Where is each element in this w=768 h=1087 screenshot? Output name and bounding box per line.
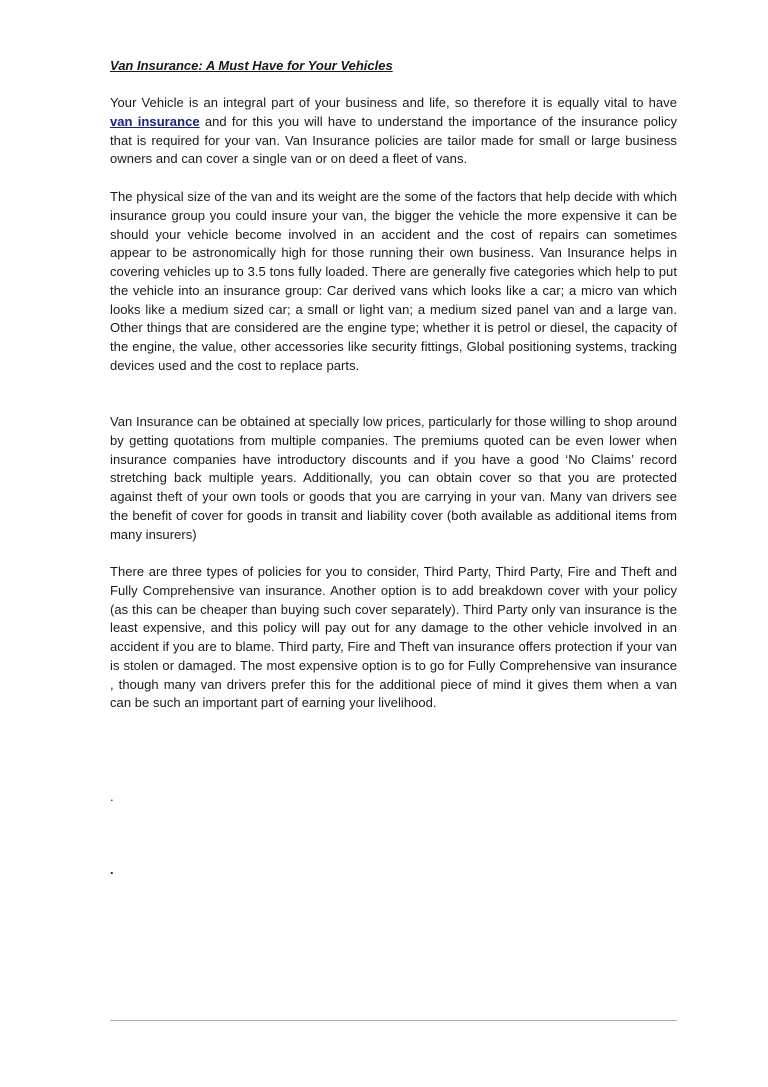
paragraph-intro-text-before: Your Vehicle is an integral part of your business and life, so therefore it is equally vital to have: [110, 95, 677, 110]
stray-period-2: .: [110, 862, 114, 877]
paragraph-policy-types: There are three types of policies for you to consider, Third Party, Third Party, Fire and Theft and Fully Comprehensive van insurance. Another option is to add breakdown cover with your policy (as this can be cheaper than buying such cover separately). Third Party only van insurance is the least expensive, and this policy will pay out for any damage to the other vehicle involved in an accident if you are to blame. Third party, Fire and Theft van insurance offers protection if your van is stolen or damaged. The most expensive option is to go for Fully Comprehensive van insurance , though many van drivers prefer this for the additional piece of mind it gives them when a van can be such an important part of earning your livelihood.: [110, 564, 677, 711]
van-insurance-link[interactable]: van insurance: [110, 113, 200, 129]
paragraph-intro: [110, 94, 677, 169]
paragraph-factors: The physical size of the van and its weight are the some of the factors that help decide with which insurance group you could insure your van, the bigger the vehicle the more expensive it can be should your vehicle become involved in an accident and the cost of repairs can sometimes appear to be astronomically high for those running their own business. Van Insurance helps in covering vehicles up to 3.5 tons fully loaded. There are generally five categories which help to put the vehicle into an insurance group: Car derived vans which looks like a car; a micro van which looks like a medium sized car; a small or light van; a medium sized panel van and a large van. Other things that are considered are the engine type; whether it is petrol or diesel, the capacity of the engine, the value, other accessories like security fittings, Global positioning systems, tracking devices used and the cost to replace parts.: [110, 189, 677, 373]
footer-divider: [110, 1020, 677, 1021]
paragraph-low-prices: Van Insurance can be obtained at specially low prices, particularly for those willing to shop around by getting quotations from multiple companies. The premiums quoted can be even lower when insurance companies have introductory discounts and if you have a good ‘No Claims’ record stretching back multiple years. Additionally, you can obtain cover so that you are protected against theft of your own tools or goods that you are carrying in your van. Many van drivers see the benefit of cover for goods in transit and liability cover (both available as additional items from many insurers): [110, 414, 677, 542]
document-title: Van Insurance: A Must Have for Your Vehicles: [110, 58, 393, 73]
stray-period-1: .: [110, 789, 114, 804]
document-page: [110, 0, 677, 1087]
paragraph-intro-text-after: and for this you will have to understand the importance of the insurance policy that is required for your van. Van Insurance policies are tailor made for small or large business owners and can cover a single van or on deed a fleet of vans.: [110, 113, 678, 167]
